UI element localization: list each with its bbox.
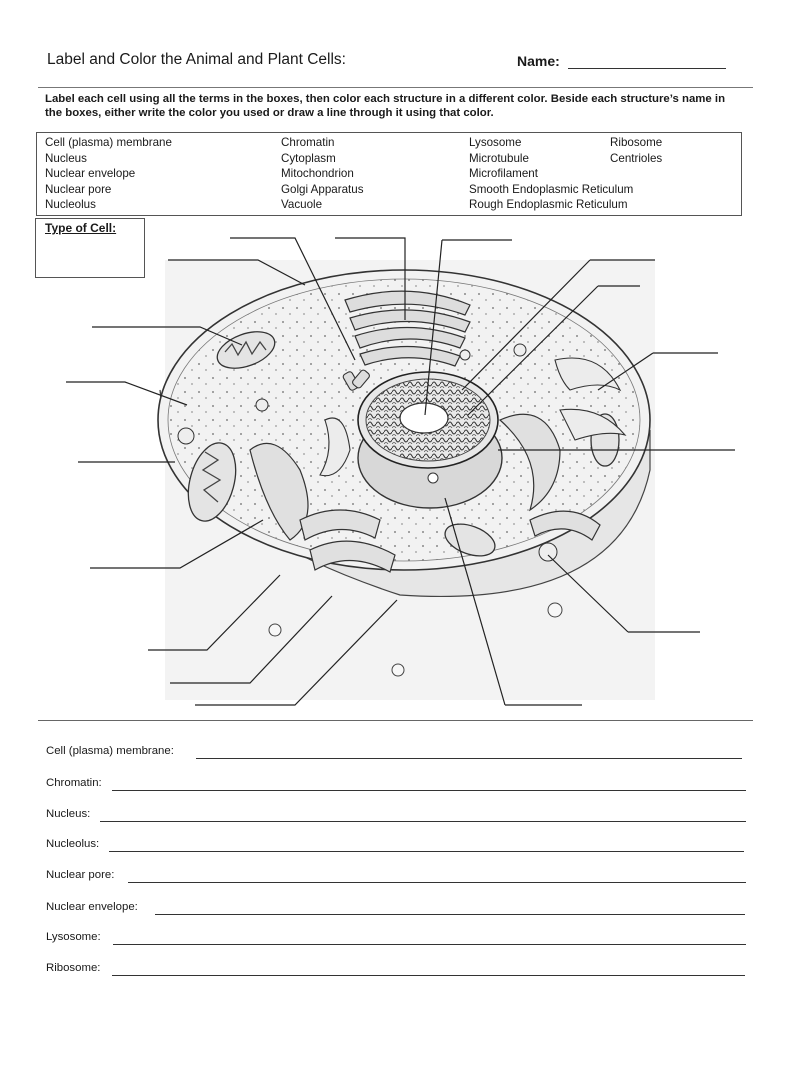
- fill-label-nucleus: Nucleus:: [46, 808, 91, 820]
- term-chromatin: Chromatin: [281, 136, 335, 149]
- fill-label-ribosome: Ribosome:: [46, 962, 101, 974]
- term-microtubule: Microtubule: [469, 151, 529, 165]
- term-nucleus: Nucleus: [45, 151, 87, 165]
- header-divider: [38, 87, 753, 88]
- nucleolus: [400, 403, 448, 433]
- nucleus: [358, 372, 502, 508]
- type-of-cell-label: Type of Cell:: [45, 221, 117, 235]
- nuclear-pore: [428, 473, 438, 483]
- name-label: Name:: [517, 53, 560, 69]
- answer-line-cell-membrane[interactable]: [196, 758, 742, 759]
- term-smooth-er: Smooth Endoplasmic Reticulum: [469, 182, 634, 196]
- fill-label-chromatin: Chromatin:: [46, 777, 102, 789]
- term-mitochondrion: Mitochondrion: [281, 167, 354, 180]
- answer-line-nucleolus[interactable]: [109, 851, 744, 852]
- term-nuclear-envelope: Nuclear envelope: [45, 167, 136, 180]
- section-divider: [38, 720, 753, 721]
- term-rough-er: Rough Endoplasmic Reticulum: [469, 198, 628, 211]
- term-ribosome: Ribosome: [610, 136, 663, 149]
- term-cytoplasm: Cytoplasm: [281, 151, 336, 165]
- term-cell-membrane: Cell (plasma) membrane: [45, 136, 172, 149]
- instructions-text: Label each cell using all the terms in the boxes, then color each structure in a different color. Beside each structure’s name in the boxes, either write the color you used or draw a line through it using that color.: [45, 93, 726, 119]
- fill-label-nuclear-pore: Nuclear pore:: [46, 869, 115, 881]
- fill-label-lysosome: Lysosome:: [46, 931, 101, 943]
- worksheet-title: Label and Color the Animal and Plant Cells:: [47, 51, 346, 68]
- fill-label-cell-membrane: Cell (plasma) membrane:: [46, 745, 174, 757]
- term-vacuole: Vacuole: [281, 198, 323, 211]
- fill-label-nuclear-envelope: Nuclear envelope:: [46, 901, 138, 913]
- answer-line-chromatin[interactable]: [112, 790, 746, 791]
- term-nuclear-pore: Nuclear pore: [45, 182, 112, 196]
- name-answer-line[interactable]: [568, 68, 726, 69]
- term-golgi: Golgi Apparatus: [281, 182, 364, 196]
- answer-line-nuclear-envelope[interactable]: [155, 914, 745, 915]
- term-centrioles: Centrioles: [610, 151, 663, 165]
- answer-line-nuclear-pore[interactable]: [128, 882, 746, 883]
- fill-label-nucleolus: Nucleolus:: [46, 838, 100, 850]
- animal-cell-diagram: [0, 220, 800, 715]
- term-nucleolus: Nucleolus: [45, 198, 96, 211]
- term-lysosome: Lysosome: [469, 136, 522, 149]
- answer-line-ribosome[interactable]: [112, 975, 745, 976]
- term-microfilament: Microfilament: [469, 167, 538, 180]
- word-bank-box: [36, 132, 742, 216]
- answer-line-lysosome[interactable]: [113, 944, 746, 945]
- answer-line-nucleus[interactable]: [100, 821, 746, 822]
